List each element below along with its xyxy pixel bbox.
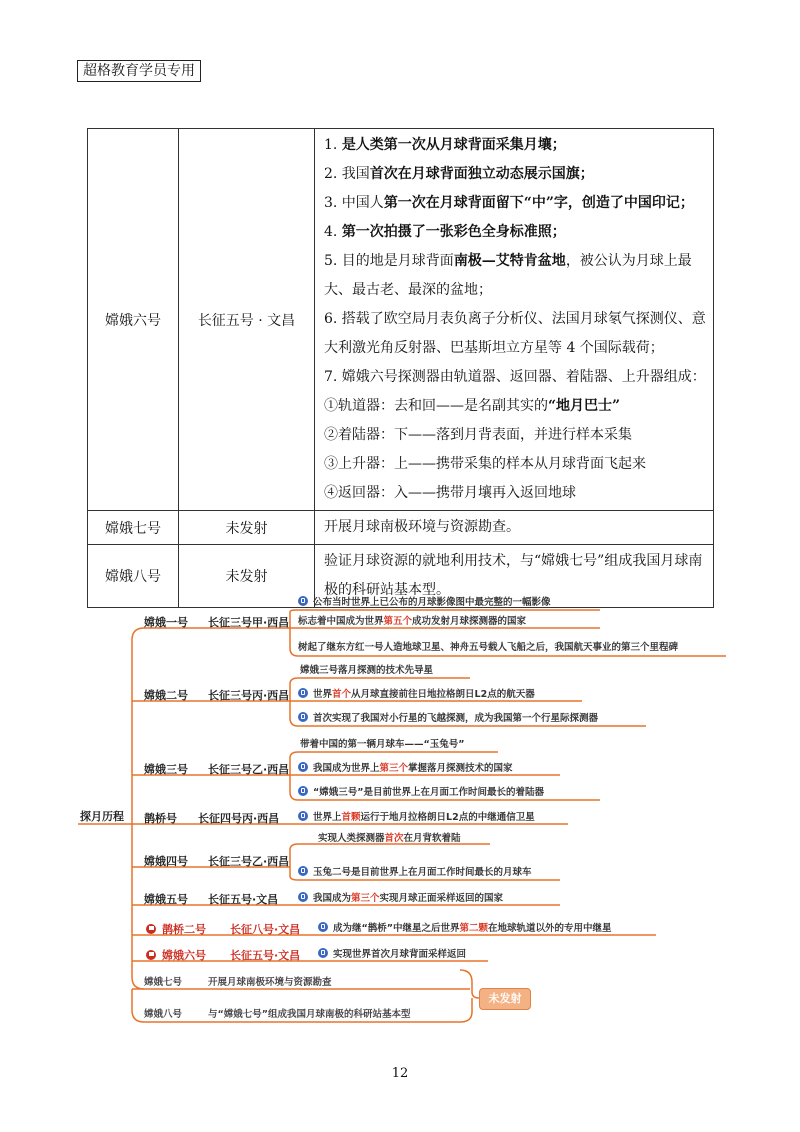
rocket-site: 未发射 [179, 511, 315, 545]
note-icon [298, 866, 308, 876]
unlaunched-desc: 开展月球南极环境与资源勘查 [208, 977, 332, 988]
desc-line: 4. 第一次拍摄了一张彩色全身标准照； [324, 224, 566, 240]
flag-icon [146, 924, 156, 934]
desc-line: ③上升器：上——携带采集的样本从月球背面飞起来 [324, 456, 646, 472]
branch-note: 成为继“鹊桥”中继星之后世界第二颗在地球轨道以外的专用中继星 [318, 920, 612, 934]
rocket-site: 未发射 [179, 545, 315, 608]
branch-name: 鹊桥二号 [146, 921, 206, 937]
branch-name: 嫦娥六号 [146, 947, 206, 963]
mission-name: 嫦娥六号 [88, 129, 179, 511]
branch-note: 世界上首颗运行于地月拉格朗日L2点的中继通信卫星 [298, 809, 535, 823]
branch-name: 嫦娥二号 [144, 689, 188, 702]
branch-name: 嫦娥三号 [144, 763, 188, 776]
note-icon [298, 688, 308, 698]
mission-desc: 验证月球资源的就地利用技术，与“嫦娥七号”组成我国月球南极的科研站基本型。 [315, 545, 714, 608]
branch-name: 嫦娥五号 [144, 893, 188, 906]
branch-rocket: 长征三号乙·西昌 [208, 763, 290, 776]
branch-rocket: 长征五号·文昌 [230, 949, 301, 962]
mission-name: 嫦娥七号 [88, 511, 179, 545]
unlaunched-desc: 与“嫦娥七号”组成我国月球南极的科研站基本型 [208, 1009, 411, 1020]
note-icon [298, 892, 308, 902]
desc-line: 5. 目的地是月球背面南极—艾特肯盆地，被公认为月球上最大、最古老、最深的盆地； [324, 253, 692, 298]
branch-rocket: 长征三号乙·西昌 [208, 855, 290, 868]
branch-rocket: 长征八号·文昌 [230, 923, 301, 936]
page-number: 12 [391, 1066, 409, 1081]
unlaunched-badge: 未发射 [479, 988, 531, 1010]
desc-line: 1. 是人类第一次从月球背面采集月壤； [324, 137, 566, 153]
branch-rocket: 长征三号丙·西昌 [208, 689, 290, 702]
branch-note: 树起了继东方红一号人造地球卫星、神舟五号载人飞船之后，我国航天事业的第三个里程碑 [298, 642, 679, 653]
branch-name: 嫦娥一号 [144, 616, 188, 629]
note-icon [318, 948, 328, 958]
desc-line: ①轨道器：去和回——是名副其实的“地月巴士” [324, 398, 621, 414]
desc-line: 2. 我国首次在月球背面独立动态展示国旗； [324, 166, 594, 182]
branch-note: 带着中国的第一辆月球车——“玉兔号” [300, 739, 465, 750]
desc-line: 6. 搭载了欧空局月表负离子分析仪、法国月球氡气探测仪、意大利激光角反射器、巴基斯坦立方星等 4 个国际载荷； [324, 311, 706, 356]
note-icon [298, 786, 308, 796]
branch-note: 嫦娥三号落月探测的技术先导星 [300, 665, 434, 676]
flag-icon [146, 950, 156, 960]
branch-note: “嫦娥三号”是目前世界上在月面工作时间最长的着陆器 [298, 784, 544, 798]
note-icon [318, 922, 328, 932]
note-icon [298, 811, 308, 821]
branch-note: 首次实现了我国对小行星的飞越探测，成为我国第一个行星际探测器 [298, 710, 598, 724]
branch-rocket: 长征三号甲·西昌 [208, 616, 290, 629]
mission-desc: 开展月球南极环境与资源勘查。 [315, 511, 714, 545]
unlaunched-name: 嫦娥八号 [144, 1009, 183, 1020]
unlaunched-name: 嫦娥七号 [144, 977, 183, 988]
desc-line: 7. 嫦娥六号探测器由轨道器、返回器、着陆器、上升器组成： [324, 369, 706, 385]
branch-note: 实现世界首次月球背面采样返回 [318, 946, 466, 960]
branch-note: 世界首个从月球直接前往日地拉格朗日L2点的航天器 [298, 686, 535, 700]
branch-name: 鹊桥号 [144, 812, 177, 825]
branch-note: 我国成为第三个实现月球正面采样返回的国家 [298, 890, 503, 904]
branch-rocket: 长征四号丙·西昌 [198, 812, 280, 825]
branch-note: 公布当时世界上已公布的月球影像图中最完整的一幅影像 [298, 594, 551, 608]
note-icon [298, 712, 308, 722]
branch-note: 实现人类探测器首次在月背软着陆 [318, 833, 461, 844]
desc-line: ②着陆器：下——落到月背表面，并进行样本采集 [324, 427, 632, 443]
mindmap-root: 探月历程 [80, 810, 124, 823]
branch-name: 嫦娥四号 [144, 855, 188, 868]
mission-name: 嫦娥八号 [88, 545, 179, 608]
rocket-site: 长征五号 · 文昌 [179, 129, 315, 511]
branch-rocket: 长征五号·文昌 [208, 893, 279, 906]
branch-note: 我国成为世界上第三个掌握落月探测技术的国家 [298, 760, 513, 774]
note-icon [298, 596, 308, 606]
desc-line: ④返回器：入——携带月壤再入返回地球 [324, 485, 576, 501]
branch-note: 玉兔二号是目前世界上在月面工作时间最长的月球车 [298, 864, 532, 878]
header-label: 超格教育学员专用 [77, 60, 201, 82]
branch-note: 标志着中国成为世界第五个成功发射月球探测器的国家 [298, 616, 527, 627]
note-icon [298, 762, 308, 772]
desc-line: 3. 中国人第一次在月球背面留下“中”字，创造了中国印记； [324, 195, 694, 211]
